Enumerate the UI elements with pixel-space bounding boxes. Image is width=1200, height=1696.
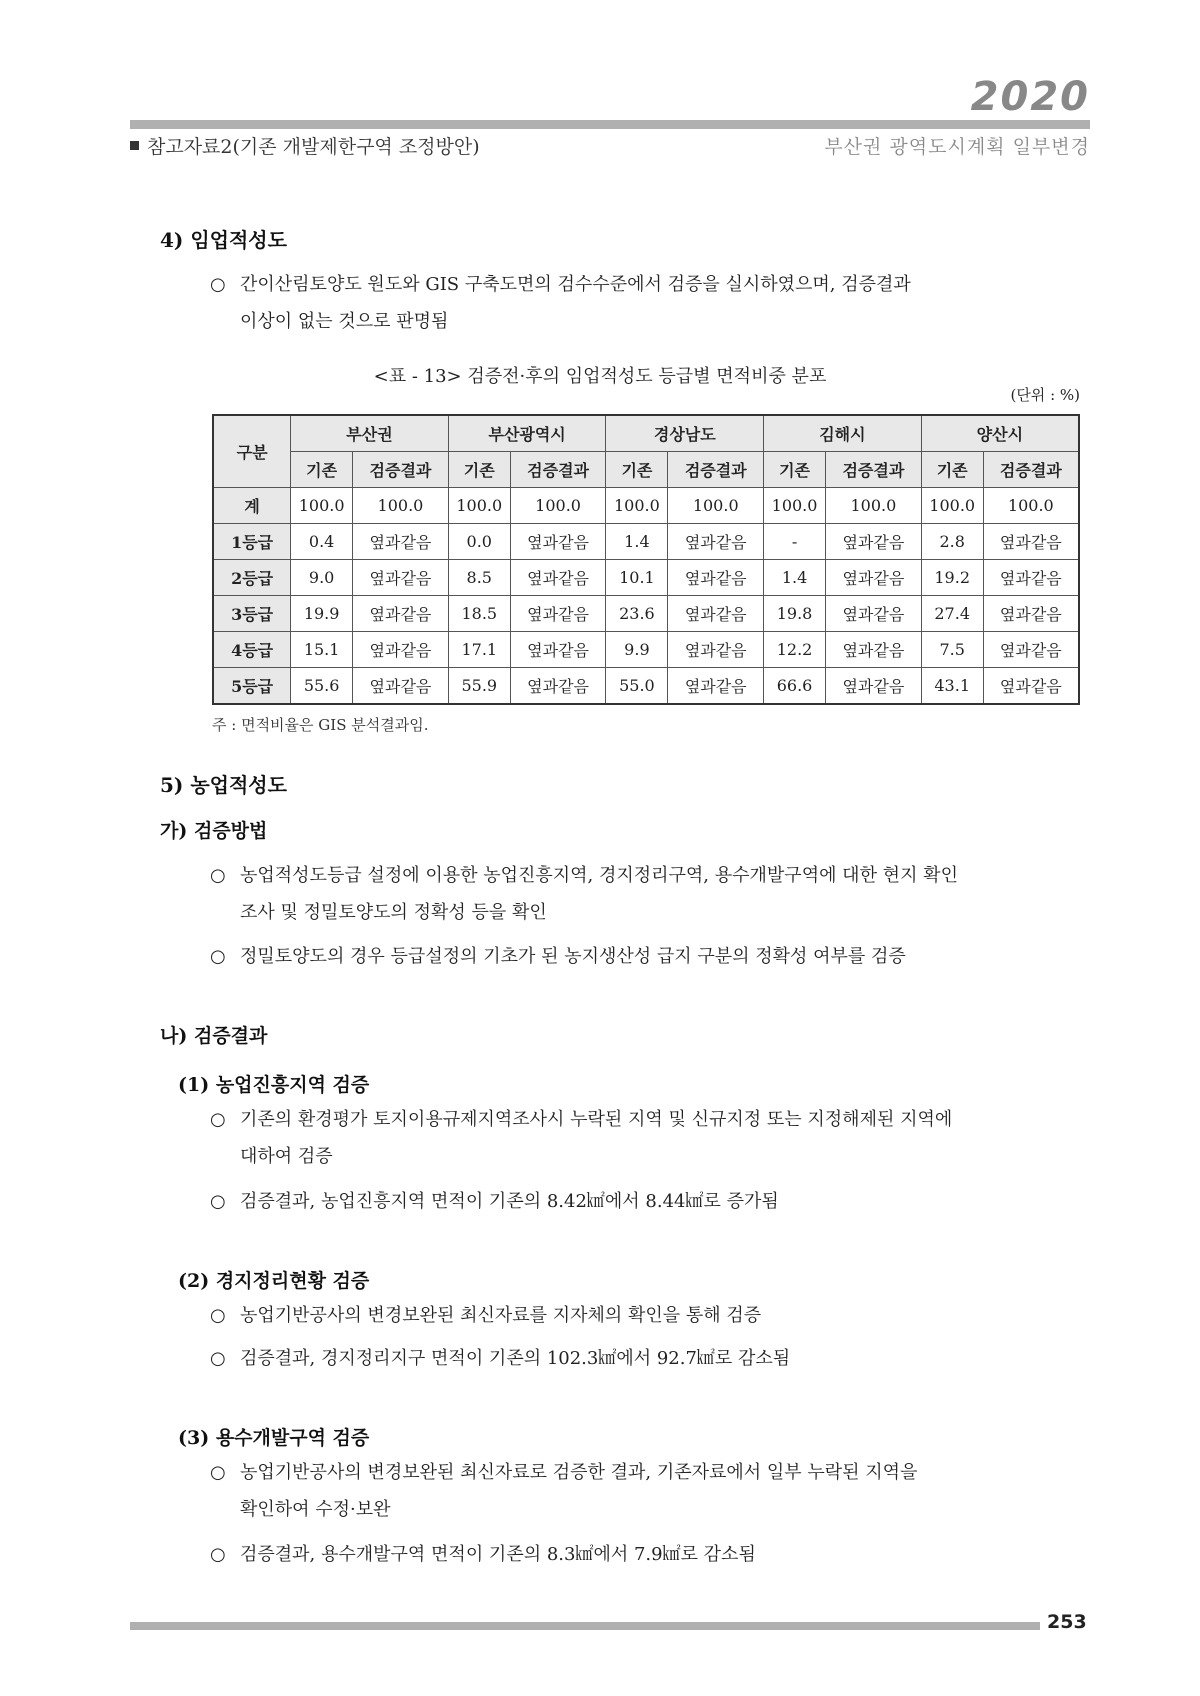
bottom-rule [130, 1622, 1040, 1630]
table-header-row-1 [213, 415, 1079, 452]
table-cell: 23.6 [606, 596, 668, 632]
subcol-header: 기존 [764, 452, 826, 488]
row-label: 5등급 [213, 668, 291, 705]
table-cell: 옆과같음 [668, 668, 764, 705]
table-cell: 100.0 [764, 488, 826, 524]
table-cell: 19.2 [921, 560, 983, 596]
table-cell: 옆과같음 [353, 560, 449, 596]
bullet-icon: ○ [210, 1462, 226, 1483]
p1-title: (1) 농업진흥지역 검증 [178, 1074, 370, 1096]
table-header-row-2 [213, 452, 1079, 488]
subcol-header: 검증결과 [826, 452, 922, 488]
table-cell: 1.4 [606, 524, 668, 560]
subcol-header: 기존 [921, 452, 983, 488]
table-cell: 옆과같음 [353, 632, 449, 668]
table-cell: 0.4 [291, 524, 353, 560]
table-cell: 옆과같음 [983, 596, 1079, 632]
bullet-icon: ○ [210, 1305, 226, 1326]
subcol-header: 검증결과 [510, 452, 606, 488]
table-cell: 55.6 [291, 668, 353, 705]
row-label: 3등급 [213, 596, 291, 632]
subcol-header: 기존 [448, 452, 510, 488]
table-cell: 17.1 [448, 632, 510, 668]
row-label: 계 [213, 488, 291, 524]
table-cell: 100.0 [353, 488, 449, 524]
table-unit: (단위 : %) [1010, 386, 1080, 404]
region-header: 경상남도 [606, 415, 764, 452]
section-5-title: 5) 농업적성도 [160, 773, 287, 797]
table-row [213, 560, 1079, 596]
method-bullet-2: ○ 정밀토양도의 경우 등급설정의 기초가 된 농지생산성 급지 구분의 정확성 여부를 검증 [210, 938, 1090, 975]
subcol-header: 검증결과 [668, 452, 764, 488]
table-cell: 옆과같음 [510, 596, 606, 632]
subcol-header: 검증결과 [353, 452, 449, 488]
table-row [213, 488, 1079, 524]
table-cell: 옆과같음 [668, 632, 764, 668]
table-cell: 옆과같음 [353, 596, 449, 632]
table-cell: 1.4 [764, 560, 826, 596]
table-cell: 9.9 [606, 632, 668, 668]
table-row [213, 668, 1079, 705]
table-cell: 옆과같음 [826, 668, 922, 705]
bullet-icon: ○ [210, 1544, 226, 1565]
subcol-header: 기존 [291, 452, 353, 488]
row-label: 2등급 [213, 560, 291, 596]
table-cell: 100.0 [983, 488, 1079, 524]
p2-bullet-1: ○ 농업기반공사의 변경보완된 최신자료를 지자체의 확인을 통해 검증 [210, 1297, 1090, 1334]
p3-bullet-1: ○ 농업기반공사의 변경보완된 최신자료로 검증한 결과, 기존자료에서 일부 누락된 지역을 확인하여 수정·보완 [210, 1454, 1090, 1528]
section-4-title: 4) 임업적성도 [160, 228, 287, 252]
table-cell: 100.0 [448, 488, 510, 524]
bullet-icon: ○ [210, 865, 226, 886]
table-cell: 100.0 [921, 488, 983, 524]
table-cell: 0.0 [448, 524, 510, 560]
table-row [213, 524, 1079, 560]
bullet-icon: ○ [210, 274, 226, 295]
s4-bullet-1: ○ 간이산림토양도 원도와 GIS 구축도면의 검수수준에서 검증을 실시하였으며, 검증결과 이상이 없는 것으로 판명됨 [210, 266, 1090, 340]
table-caption: <표 - 13> 검증전·후의 임업적성도 등급별 면적비중 분포 [373, 366, 827, 387]
table-cell: 옆과같음 [668, 560, 764, 596]
subcol-header: 검증결과 [983, 452, 1079, 488]
square-bullet-icon [130, 141, 139, 150]
bullet-icon: ○ [210, 1109, 226, 1130]
table-cell: 15.1 [291, 632, 353, 668]
table-cell: 100.0 [291, 488, 353, 524]
table-cell: 18.5 [448, 596, 510, 632]
table-cell: 옆과같음 [826, 596, 922, 632]
table-cell: 옆과같음 [826, 560, 922, 596]
table-cell: 2.8 [921, 524, 983, 560]
table-cell: 옆과같음 [510, 668, 606, 705]
table-cell: 66.6 [764, 668, 826, 705]
table-cell: 55.0 [606, 668, 668, 705]
table-cell: 55.9 [448, 668, 510, 705]
region-header: 김해시 [764, 415, 922, 452]
table-cell: 옆과같음 [353, 524, 449, 560]
table-cell: 옆과같음 [983, 632, 1079, 668]
table-cell: 100.0 [668, 488, 764, 524]
table-cell: 19.8 [764, 596, 826, 632]
table-cell: 8.5 [448, 560, 510, 596]
table-corner: 구분 [213, 415, 291, 488]
table-cell: 10.1 [606, 560, 668, 596]
table-cell: 7.5 [921, 632, 983, 668]
table-cell: 9.0 [291, 560, 353, 596]
region-header: 부산광역시 [448, 415, 606, 452]
table-cell: 27.4 [921, 596, 983, 632]
bullet-icon: ○ [210, 1348, 226, 1369]
table-cell: 옆과같음 [668, 524, 764, 560]
page-number: 253 [1047, 1611, 1087, 1633]
table-cell: 옆과같음 [983, 524, 1079, 560]
table-cell: 옆과같음 [668, 596, 764, 632]
header-left [130, 132, 480, 159]
table-cell: 옆과같음 [353, 668, 449, 705]
table-cell: - [764, 524, 826, 560]
table-cell: 옆과같음 [983, 560, 1079, 596]
table-cell: 100.0 [606, 488, 668, 524]
subcol-header: 기존 [606, 452, 668, 488]
table-cell: 옆과같음 [826, 632, 922, 668]
region-header: 양산시 [921, 415, 1079, 452]
method-bullet-1: ○ 농업적성도등급 설정에 이용한 농업진흥지역, 경지정리구역, 용수개발구역에 대한 현지 확인 조사 및 정밀토양도의 정확성 등을 확인 [210, 857, 1090, 931]
p3-bullet-2: ○ 검증결과, 용수개발구역 면적이 기존의 8.3㎢에서 7.9㎢로 감소됨 [210, 1536, 1090, 1573]
year-label: 2020 [970, 74, 1090, 120]
table-cell: 100.0 [510, 488, 606, 524]
table-row [213, 632, 1079, 668]
table-cell: 옆과같음 [510, 560, 606, 596]
bullet-icon: ○ [210, 1191, 226, 1212]
bullet-icon: ○ [210, 946, 226, 967]
table-row [213, 596, 1079, 632]
p1-bullet-1: ○ 기존의 환경평가 토지이용규제지역조사시 누락된 지역 및 신규지정 또는 지정해제된 지역에 대하여 검증 [210, 1101, 1090, 1175]
table-cell: 43.1 [921, 668, 983, 705]
method-title: 가) 검증방법 [160, 820, 268, 842]
p1-bullet-2: ○ 검증결과, 농업진흥지역 면적이 기존의 8.42㎢에서 8.44㎢로 증가됨 [210, 1183, 1090, 1220]
row-label: 4등급 [213, 632, 291, 668]
table-cell: 12.2 [764, 632, 826, 668]
forestry-grade-table [212, 414, 1080, 705]
table-cell: 옆과같음 [983, 668, 1079, 705]
table-cell: 옆과같음 [826, 524, 922, 560]
result-title: 나) 검증결과 [160, 1025, 268, 1047]
p2-title: (2) 경지정리현황 검증 [178, 1270, 370, 1292]
p3-title: (3) 용수개발구역 검증 [178, 1427, 370, 1449]
table-cell: 옆과같음 [510, 524, 606, 560]
p2-bullet-2: ○ 검증결과, 경지정리지구 면적이 기존의 102.3㎢에서 92.7㎢로 감소됨 [210, 1340, 1090, 1377]
top-rule [130, 120, 1090, 129]
table-cell: 옆과같음 [510, 632, 606, 668]
header-right: 부산권 광역도시계획 일부변경 [824, 136, 1090, 158]
region-header: 부산권 [291, 415, 449, 452]
table-note: 주 : 면적비율은 GIS 분석결과임. [212, 716, 429, 734]
table-cell: 100.0 [826, 488, 922, 524]
header-left-text: 참고자료2(기존 개발제한구역 조정방안) [147, 136, 480, 158]
table-cell: 19.9 [291, 596, 353, 632]
row-label: 1등급 [213, 524, 291, 560]
